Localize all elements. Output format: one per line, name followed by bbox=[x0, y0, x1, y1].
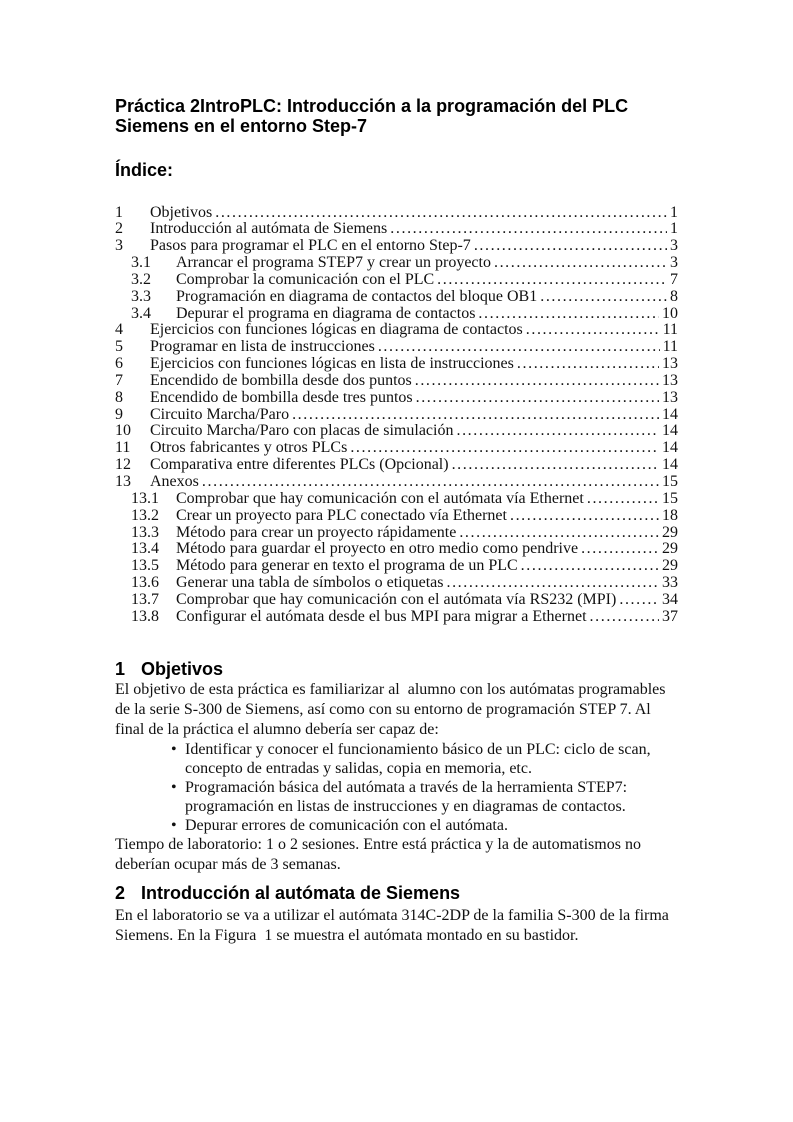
list-item-text: Programación básica del autómata a través de la herramienta STEP7: programación en listas de instrucciones y en diagramas de contactos. bbox=[185, 778, 628, 815]
toc-leader-dots bbox=[619, 592, 659, 609]
toc-entry-number: 3.1 bbox=[131, 254, 151, 272]
toc-entry bbox=[115, 255, 678, 272]
toc-entry-number: 13 bbox=[115, 473, 131, 490]
toc-entry-number: 13.1 bbox=[131, 489, 159, 507]
toc-leader-dots bbox=[540, 289, 667, 306]
toc-entry-label: Programación en diagrama de contactos del bloque OB1 bbox=[176, 287, 538, 305]
toc-entry-label: Comprobar la comunicación con el PLC bbox=[176, 270, 435, 288]
toc-entry-number: 13.5 bbox=[131, 557, 159, 575]
toc-entry bbox=[115, 491, 678, 508]
toc-entry-page: 14 bbox=[662, 422, 678, 440]
section-2-number: 2 bbox=[115, 882, 126, 903]
toc-entry bbox=[115, 525, 678, 542]
toc-entry-label: Crear un proyecto para PLC conectado vía Ethernet bbox=[176, 506, 507, 524]
toc-leader-dots bbox=[292, 407, 659, 424]
toc-entry-page: 29 bbox=[662, 557, 678, 575]
toc-entry-page: 14 bbox=[662, 405, 678, 423]
toc-entry-label: Generar una tabla de símbolos o etiquetas bbox=[176, 574, 444, 592]
toc-entry-page: 18 bbox=[662, 506, 678, 524]
toc-leader-dots bbox=[494, 255, 667, 272]
table-of-contents bbox=[115, 205, 678, 626]
toc-entry-page: 13 bbox=[662, 388, 678, 406]
toc-leader-dots bbox=[459, 525, 659, 542]
bullet-icon: • bbox=[171, 778, 177, 796]
toc-leader-dots bbox=[350, 440, 659, 457]
toc-entry-page: 29 bbox=[662, 523, 678, 541]
toc-leader-dots bbox=[452, 457, 659, 474]
toc-leader-dots bbox=[390, 221, 667, 238]
toc-entry-label: Otros fabricantes y otros PLCs bbox=[150, 439, 348, 457]
toc-entry bbox=[115, 609, 678, 626]
toc-leader-dots bbox=[478, 306, 659, 323]
toc-entry-label: Configurar el autómata desde el bus MPI para migrar a Ethernet bbox=[176, 607, 587, 625]
toc-leader-dots bbox=[215, 205, 667, 222]
toc-entry-page: 29 bbox=[662, 540, 678, 558]
toc-entry bbox=[115, 306, 678, 323]
section-introduccion bbox=[115, 883, 678, 946]
list-item bbox=[115, 816, 678, 835]
toc-entry-label: Programar en lista de instrucciones bbox=[150, 338, 375, 356]
toc-entry-label: Comparativa entre diferentes PLCs (Opcional) bbox=[150, 456, 449, 474]
toc-entry bbox=[115, 423, 678, 440]
toc-leader-dots bbox=[378, 339, 660, 356]
toc-entry-label: Ejercicios con funciones lógicas en diagrama de contactos bbox=[150, 321, 523, 339]
toc-entry bbox=[115, 474, 678, 491]
toc-leader-dots bbox=[416, 390, 659, 407]
toc-entry bbox=[115, 373, 678, 390]
toc-entry-page: 15 bbox=[662, 473, 678, 490]
section-1-closing-paragraph: Tiempo de laboratorio: 1 o 2 sesiones. Entre está práctica y la de automatismos no deberían ocupar más de 3 semanas. bbox=[115, 835, 641, 873]
index-heading: Índice: bbox=[115, 160, 174, 180]
section-objetivos bbox=[115, 659, 678, 875]
toc-entry-page: 11 bbox=[662, 321, 678, 339]
toc-entry-number: 11 bbox=[115, 439, 131, 457]
toc-entry-label: Anexos bbox=[150, 473, 199, 490]
toc-entry-number: 1 bbox=[115, 203, 123, 221]
list-item-text: Identificar y conocer el funcionamiento básico de un PLC: ciclo de scan, concepto de entradas y salidas, copia en memoria, etc. bbox=[185, 740, 651, 777]
toc-entry bbox=[115, 339, 678, 356]
section-1-number: 1 bbox=[115, 658, 126, 679]
toc-leader-dots bbox=[446, 575, 659, 592]
toc-entry-number: 3.3 bbox=[131, 287, 151, 305]
toc-entry-page: 34 bbox=[662, 590, 678, 608]
toc-entry-number: 6 bbox=[115, 355, 123, 373]
toc-entry bbox=[115, 575, 678, 592]
toc-entry-page: 3 bbox=[670, 237, 678, 255]
toc-entry bbox=[115, 457, 678, 474]
toc-entry-number: 13.2 bbox=[131, 506, 159, 524]
toc-entry-number: 13.7 bbox=[131, 590, 159, 608]
toc-entry bbox=[115, 558, 678, 575]
toc-entry-page: 15 bbox=[662, 489, 678, 507]
toc-entry-label: Circuito Marcha/Paro con placas de simulación bbox=[150, 422, 454, 440]
toc-leader-dots bbox=[456, 423, 659, 440]
toc-entry-number: 5 bbox=[115, 338, 123, 356]
toc-entry-page: 8 bbox=[670, 287, 678, 305]
toc-entry bbox=[115, 541, 678, 558]
toc-leader-dots bbox=[581, 541, 659, 558]
list-item bbox=[115, 778, 678, 816]
toc-entry-number: 3.2 bbox=[131, 270, 151, 288]
toc-leader-dots bbox=[587, 491, 659, 508]
toc-entry-number: 9 bbox=[115, 405, 123, 423]
toc-entry-number: 13.3 bbox=[131, 523, 159, 541]
toc-entry-page: 14 bbox=[662, 439, 678, 457]
bullet-icon: • bbox=[171, 816, 177, 834]
toc-entry-page: 3 bbox=[670, 254, 678, 272]
toc-leader-dots bbox=[510, 508, 659, 525]
toc-entry-label: Método para guardar el proyecto en otro medio como pendrive bbox=[176, 540, 579, 558]
section-2-paragraph: En el laboratorio se va a utilizar el autómata 314C-2DP de la familia S-300 de la firma Siemens. En la Figura 1 se muestra el autómata montado en su bastidor. bbox=[115, 906, 669, 944]
toc-entry-number: 13.8 bbox=[131, 607, 159, 625]
toc-entry bbox=[115, 322, 678, 339]
toc-entry-page: 14 bbox=[662, 456, 678, 474]
toc-entry-number: 8 bbox=[115, 388, 123, 406]
toc-entry-page: 7 bbox=[670, 270, 678, 288]
list-item-text: Depurar errores de comunicación con el autómata. bbox=[185, 816, 508, 834]
toc-entry-page: 11 bbox=[662, 338, 678, 356]
document-title: Práctica 2IntroPLC: Introducción a la programación del PLC Siemens en el entorno Step-7 bbox=[115, 96, 629, 136]
section-1-title: Objetivos bbox=[141, 658, 224, 679]
toc-entry bbox=[115, 592, 678, 609]
toc-entry-page: 37 bbox=[662, 607, 678, 625]
toc-entry-number: 2 bbox=[115, 220, 123, 238]
toc-leader-dots bbox=[202, 474, 659, 491]
section-2-heading bbox=[115, 883, 678, 903]
toc-entry bbox=[115, 221, 678, 238]
toc-leader-dots bbox=[437, 272, 667, 289]
toc-entry-label: Arrancar el programa STEP7 y crear un proyecto bbox=[176, 254, 491, 272]
section-1-heading bbox=[115, 659, 678, 679]
toc-entry bbox=[115, 272, 678, 289]
toc-entry bbox=[115, 238, 678, 255]
toc-entry-label: Objetivos bbox=[150, 203, 213, 221]
toc-entry-label: Circuito Marcha/Paro bbox=[150, 405, 290, 423]
toc-entry bbox=[115, 440, 678, 457]
toc-entry-page: 33 bbox=[662, 574, 678, 592]
toc-entry-page: 1 bbox=[670, 220, 678, 238]
toc-leader-dots bbox=[474, 238, 667, 255]
toc-leader-dots bbox=[517, 356, 659, 373]
section-1-paragraph: El objetivo de esta práctica es familiarizar al alumno con los autómatas programables de la serie S-300 de Siemens, así como con su entorno de programación STEP 7. Al final de la práctica el alumno debería ser capaz de: bbox=[115, 680, 666, 738]
toc-entry-number: 3.4 bbox=[131, 304, 151, 322]
toc-leader-dots bbox=[415, 373, 659, 390]
objectives-list bbox=[115, 740, 678, 835]
toc-entry-page: 1 bbox=[670, 203, 678, 221]
toc-entry bbox=[115, 356, 678, 373]
toc-entry-page: 10 bbox=[662, 304, 678, 322]
toc-entry-number: 12 bbox=[115, 456, 131, 474]
toc-entry-number: 4 bbox=[115, 321, 123, 339]
toc-entry-label: Encendido de bombilla desde tres puntos bbox=[150, 388, 413, 406]
toc-leader-dots bbox=[590, 609, 659, 626]
toc-entry-label: Método para generar en texto el programa de un PLC bbox=[176, 557, 518, 575]
toc-entry-label: Comprobar que hay comunicación con el autómata vía RS232 (MPI) bbox=[176, 590, 617, 608]
toc-entry-page: 13 bbox=[662, 355, 678, 373]
toc-entry bbox=[115, 289, 678, 306]
toc-entry bbox=[115, 508, 678, 525]
section-2-title: Introducción al autómata de Siemens bbox=[141, 882, 461, 903]
toc-entry-label: Introducción al autómata de Siemens bbox=[150, 220, 388, 238]
toc-entry-number: 7 bbox=[115, 371, 123, 389]
toc-entry-number: 13.4 bbox=[131, 540, 159, 558]
toc-entry bbox=[115, 407, 678, 424]
toc-leader-dots bbox=[521, 558, 659, 575]
toc-entry-number: 13.6 bbox=[131, 574, 159, 592]
list-item bbox=[115, 740, 678, 778]
toc-entry-label: Comprobar que hay comunicación con el autómata vía Ethernet bbox=[176, 489, 584, 507]
toc-leader-dots bbox=[526, 322, 660, 339]
toc-entry-label: Ejercicios con funciones lógicas en lista de instrucciones bbox=[150, 355, 514, 373]
toc-entry-label: Encendido de bombilla desde dos puntos bbox=[150, 371, 412, 389]
toc-entry bbox=[115, 390, 678, 407]
toc-entry-page: 13 bbox=[662, 371, 678, 389]
toc-entry-number: 3 bbox=[115, 237, 123, 255]
toc-entry-label: Depurar el programa en diagrama de contactos bbox=[176, 304, 476, 322]
toc-entry bbox=[115, 205, 678, 222]
toc-entry-label: Método para crear un proyecto rápidamente bbox=[176, 523, 457, 541]
bullet-icon: • bbox=[171, 740, 177, 758]
toc-entry-number: 10 bbox=[115, 422, 131, 440]
toc-entry-label: Pasos para programar el PLC en el entorno Step-7 bbox=[150, 237, 471, 255]
